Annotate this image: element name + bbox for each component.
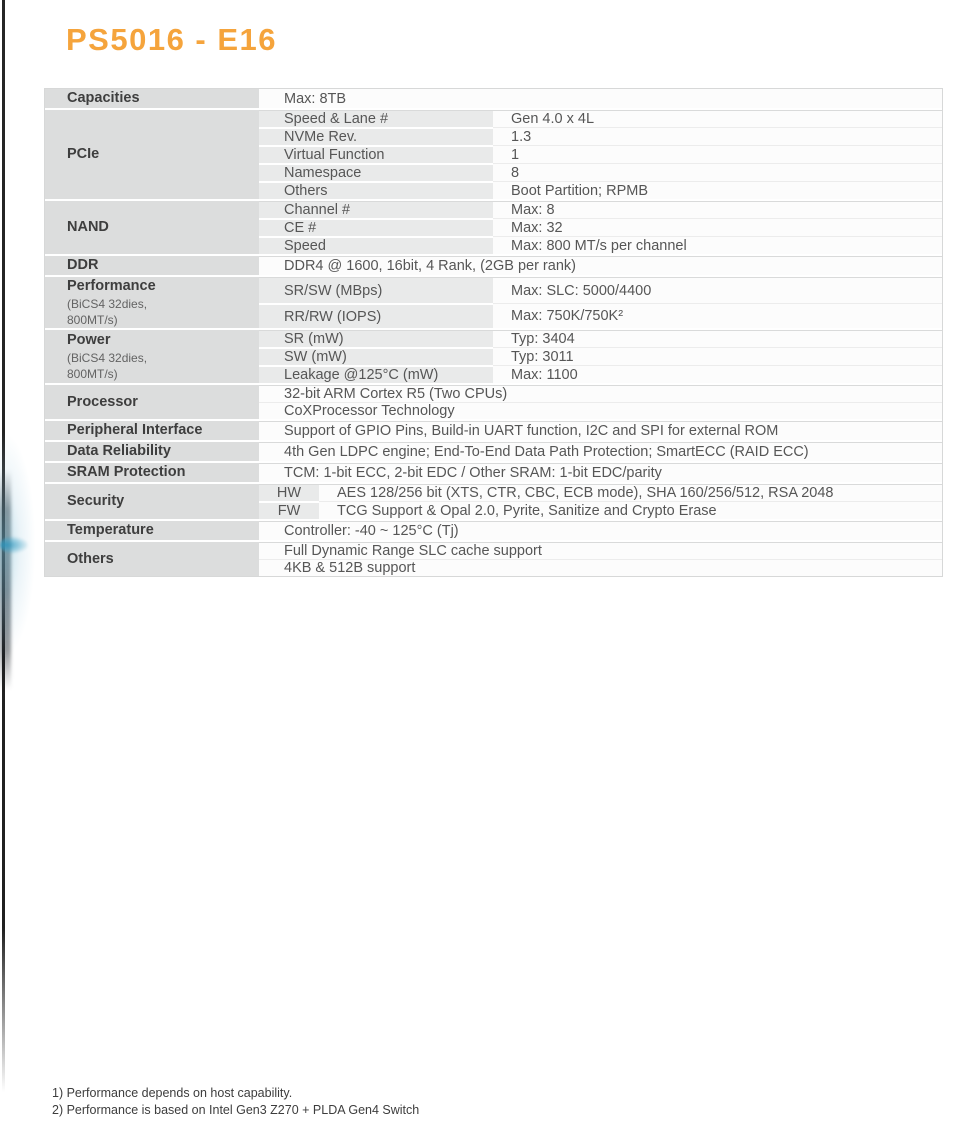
table-row — [259, 278, 942, 303]
section-label-temperature — [45, 521, 259, 540]
table-row — [259, 257, 942, 275]
table-row — [259, 443, 942, 461]
table-row — [259, 464, 942, 482]
section-power — [45, 330, 942, 383]
spec-subcategory: SR (mW) — [259, 331, 493, 347]
table-row — [259, 365, 942, 383]
spec-value: Max: 8TB — [259, 89, 942, 108]
spec-value: CoXProcessor Technology — [259, 402, 942, 419]
section-others — [45, 542, 942, 576]
spec-value: AES 128/256 bit (XTS, CTR, CBC, ECB mode), SHA 160/256/512, RSA 2048 — [319, 485, 942, 501]
spec-value: Max: SLC: 5000/4400 — [493, 278, 942, 303]
table-row — [259, 218, 942, 236]
table-row — [259, 501, 942, 519]
section-label-text: Data Reliability — [67, 443, 171, 459]
section-label-pcie — [45, 110, 259, 199]
table-row — [259, 522, 942, 540]
spec-subcategory: Leakage @125°C (mW) — [259, 365, 493, 383]
section-ddr — [45, 256, 942, 275]
spec-subcategory: SW (mW) — [259, 347, 493, 365]
spec-value: 8 — [493, 163, 942, 181]
section-label-sram-protection — [45, 463, 259, 482]
section-nand — [45, 201, 942, 254]
section-label-text: Peripheral Interface — [67, 422, 203, 438]
section-label-text: PCIe — [67, 146, 100, 162]
table-row — [259, 331, 942, 347]
section-sublabel-text: (BiCS4 32dies, — [67, 297, 148, 311]
spec-value: Controller: -40 ~ 125°C (Tj) — [259, 522, 942, 540]
spec-value: Full Dynamic Range SLC cache support — [259, 543, 942, 559]
table-row — [259, 559, 942, 576]
spec-subcategory: SR/SW (MBps) — [259, 278, 493, 303]
spec-subcategory: Virtual Function — [259, 145, 493, 163]
spec-value: DDR4 @ 1600, 16bit, 4 Rank, (2GB per rank) — [259, 257, 942, 275]
spec-value: 1.3 — [493, 127, 942, 145]
section-performance — [45, 277, 942, 328]
section-label-ddr — [45, 256, 259, 275]
spec-subcategory: HW — [259, 485, 319, 501]
table-row — [259, 111, 942, 127]
section-label-power — [45, 330, 259, 383]
table-row — [259, 163, 942, 181]
spec-subcategory: Others — [259, 181, 493, 199]
table-row — [259, 303, 942, 328]
section-label-security — [45, 484, 259, 519]
section-capacities — [45, 89, 942, 108]
table-row — [259, 236, 942, 254]
spec-subcategory: Speed & Lane # — [259, 111, 493, 127]
page-title: PS5016 - E16 — [66, 22, 278, 57]
spec-value: Max: 1100 — [493, 365, 942, 383]
table-row — [259, 127, 942, 145]
table-row — [259, 422, 942, 440]
table-row — [259, 347, 942, 365]
spec-value: 4KB & 512B support — [259, 559, 942, 576]
section-data-reliability — [45, 442, 942, 461]
section-label-capacities — [45, 89, 259, 108]
spec-value: Gen 4.0 x 4L — [493, 111, 942, 127]
footnote-1: 1) Performance depends on host capability. — [52, 1086, 293, 1100]
spec-value: TCM: 1-bit ECC, 2-bit EDC / Other SRAM: 1-bit EDC/parity — [259, 464, 942, 482]
section-label-text: NAND — [67, 219, 109, 235]
spec-subcategory: FW — [259, 501, 319, 519]
section-label-processor — [45, 385, 259, 419]
section-label-data-reliability — [45, 442, 259, 461]
section-sublabel-text: 800MT/s) — [67, 367, 118, 381]
spec-table — [44, 88, 943, 577]
section-label-text: Capacities — [67, 90, 140, 106]
table-row — [259, 145, 942, 163]
spec-subcategory: RR/RW (IOPS) — [259, 303, 493, 328]
spec-value: Typ: 3404 — [493, 331, 942, 347]
spec-value: Max: 8 — [493, 202, 942, 218]
section-pcie — [45, 110, 942, 199]
spec-value: TCG Support & Opal 2.0, Pyrite, Sanitize and Crypto Erase — [319, 501, 942, 519]
table-row — [259, 202, 942, 218]
section-label-text: Temperature — [67, 522, 154, 538]
section-sram-protection — [45, 463, 942, 482]
section-peripheral-interface — [45, 421, 942, 440]
section-temperature — [45, 521, 942, 540]
spec-subcategory: CE # — [259, 218, 493, 236]
spec-subcategory: Speed — [259, 236, 493, 254]
section-label-text: Power — [67, 332, 111, 348]
spec-value: Boot Partition; RPMB — [493, 181, 942, 199]
section-label-text: Processor — [67, 393, 138, 410]
section-sublabel-text: (BiCS4 32dies, — [67, 351, 148, 365]
spec-value: 32-bit ARM Cortex R5 (Two CPUs) — [259, 386, 942, 402]
spec-value: Max: 750K/750K² — [493, 303, 942, 328]
page-edge-blue-smudge — [0, 536, 28, 554]
table-row — [259, 543, 942, 559]
section-label-peripheral-interface — [45, 421, 259, 440]
spec-subcategory: Channel # — [259, 202, 493, 218]
table-row — [259, 485, 942, 501]
section-label-performance — [45, 277, 259, 328]
section-label-text: SRAM Protection — [67, 464, 186, 480]
footnote-2: 2) Performance is based on Intel Gen3 Z270 + PLDA Gen4 Switch — [52, 1103, 420, 1117]
footnotes — [52, 1085, 419, 1119]
section-label-text: DDR — [67, 257, 99, 273]
spec-value: Typ: 3011 — [493, 347, 942, 365]
table-row — [259, 89, 942, 108]
section-label-others — [45, 542, 259, 576]
spec-value: Max: 32 — [493, 218, 942, 236]
spec-subcategory: NVMe Rev. — [259, 127, 493, 145]
section-security — [45, 484, 942, 519]
table-row — [259, 402, 942, 419]
section-sublabel-text: 800MT/s) — [67, 313, 118, 327]
table-row — [259, 181, 942, 199]
spec-value: Support of GPIO Pins, Build-in UART function, I2C and SPI for external ROM — [259, 422, 942, 440]
spec-value: 4th Gen LDPC engine; End-To-End Data Path Protection; SmartECC (RAID ECC) — [259, 443, 942, 461]
spec-value: 1 — [493, 145, 942, 163]
table-row — [259, 386, 942, 402]
spec-value: Max: 800 MT/s per channel — [493, 236, 942, 254]
page-edge-smudge — [0, 470, 11, 690]
section-label-nand — [45, 201, 259, 254]
section-label-text: Others — [67, 550, 114, 567]
section-label-text: Security — [67, 493, 125, 509]
spec-subcategory: Namespace — [259, 163, 493, 181]
section-label-text: Performance — [67, 278, 156, 294]
section-processor — [45, 385, 942, 419]
